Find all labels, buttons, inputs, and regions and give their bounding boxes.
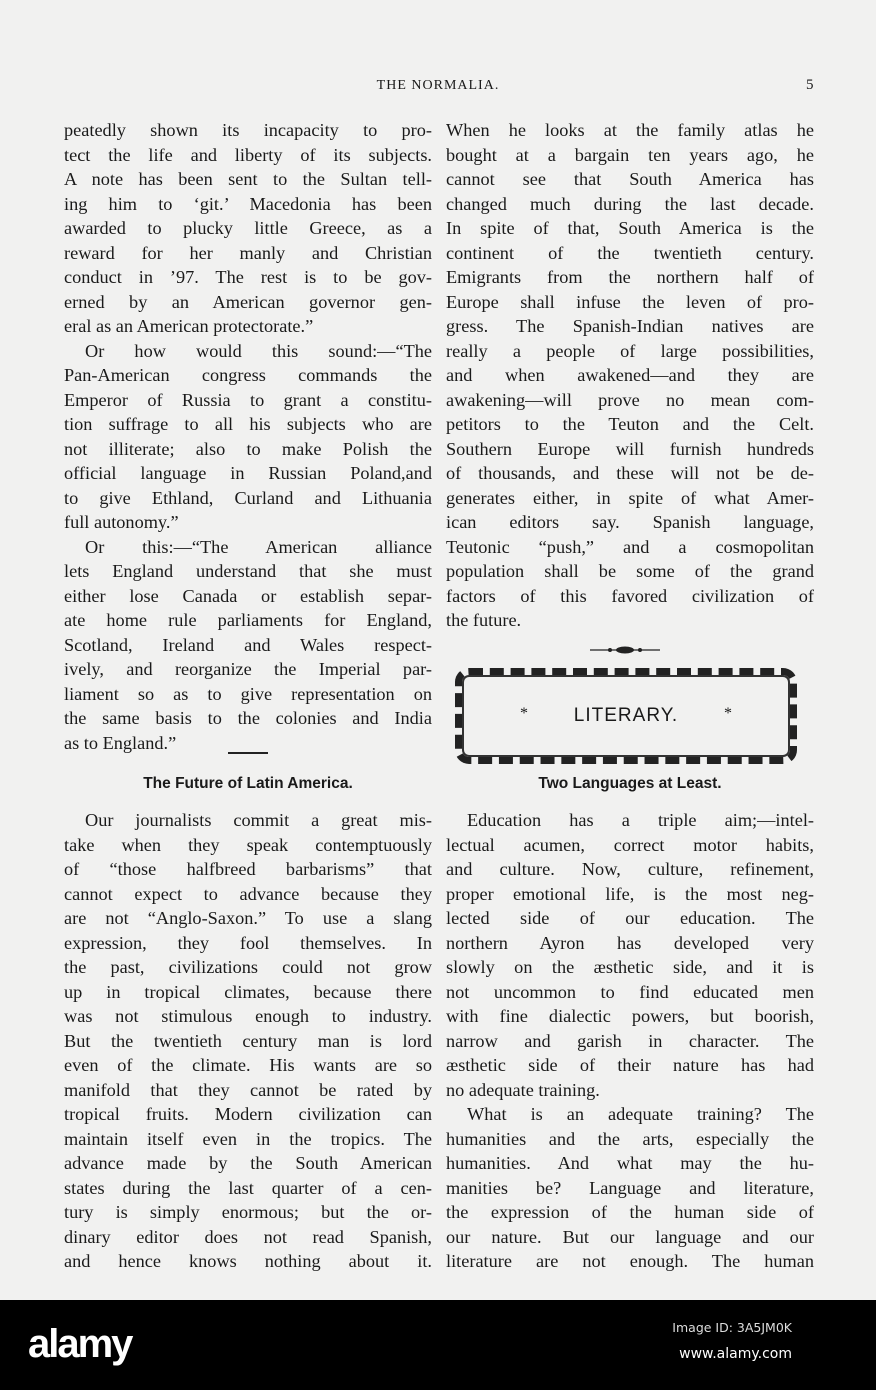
text-line: not uncommon to find educated men (446, 981, 814, 1002)
text-line: lectual acumen, correct motor habits, (446, 834, 814, 855)
text-line: generates either, in spite of what Amer- (446, 487, 814, 508)
text-line: up in tropical climates, because there (64, 981, 432, 1002)
text-line: What is an adequate training? The (467, 1104, 814, 1124)
text-line: Teutonic “push,” and a cosmopolitan (446, 536, 814, 557)
text-line: conduct in ’97. The rest is to be gov- (64, 267, 432, 287)
text-line: tropical fruits. Modern civilization can (64, 1104, 432, 1124)
literary-section-banner (455, 668, 797, 764)
text-line: either lose Canada or establish separ- (64, 585, 432, 606)
article-title-two-languages: Two Languages at Least. (538, 775, 722, 792)
article-title-latin-america: The Future of Latin America. (143, 775, 353, 792)
text-line: was not stimulous enough to industry. (64, 1006, 432, 1026)
text-line: population shall be some of the grand (446, 561, 814, 581)
text-line: tect the life and liberty of its subjects. (64, 144, 432, 165)
text-line: narrow and garish in character. The (446, 1030, 814, 1051)
paragraph (64, 339, 432, 535)
text-line: expression, they fool themselves. In (64, 932, 432, 953)
text-line: manifold that they cannot be rated by (64, 1079, 432, 1100)
text-line: states during the last quarter of a cen- (64, 1177, 432, 1198)
text-line: cannot expect to advance because they (64, 883, 432, 904)
text-line: and culture. Now, culture, refinement, (446, 859, 814, 879)
text-line: Southern Europe will furnish hundreds (446, 438, 814, 459)
text-line: ively, and reorganize the Imperial par- (64, 659, 432, 679)
left-column-article (64, 808, 432, 1274)
text-line: not illiterate; also to make Polish the (64, 438, 432, 459)
text-line: Europe shall infuse the leven of pro- (446, 291, 814, 312)
text-line: Emperor of Russia to grant a constitu- (64, 389, 432, 410)
paragraph (446, 118, 814, 633)
alamy-logo: alamy (28, 1322, 132, 1366)
text-line: lets England understand that she must (64, 561, 432, 581)
text-line: even of the climate. His wants are so (64, 1055, 432, 1075)
text-line: Or how would this sound:—“The (85, 340, 432, 361)
text-line: slowly on the æsthetic side, and it is (446, 957, 814, 977)
left-column-top (64, 118, 432, 755)
text-line: ican editors say. Spanish language, (446, 512, 814, 532)
section-divider (228, 752, 268, 754)
text-line: Education has a triple aim;—intel- (467, 810, 814, 830)
text-line: ing him to ‘git.’ Macedonia has been (64, 193, 432, 214)
page-number: 5 (806, 77, 814, 93)
text-line: reward for her manly and Christian (64, 242, 432, 263)
text-line: æsthetic side of their nature has had (446, 1055, 814, 1075)
text-line: changed much during the last decade. (446, 193, 814, 214)
paragraph (64, 118, 432, 339)
section-banner-label: LITERARY. (573, 705, 679, 726)
text-line: But the twentieth century man is lord (64, 1030, 432, 1051)
text-line: official language in Russian Poland,and (64, 463, 432, 483)
text-line: northern Ayron has developed very (446, 932, 814, 953)
text-line: with fine dialectic powers, but boorish, (446, 1006, 814, 1026)
text-line: erned by an American governor gen- (64, 291, 432, 312)
text-line: A note has been sent to the Sultan tell- (64, 169, 432, 189)
text-line: ate home rule parliaments for England, (64, 610, 432, 630)
text-line: awakening—will prove no mean com- (446, 389, 814, 410)
image-id: Image ID: 3A5JM0K (672, 1320, 792, 1335)
text-line: maintain itself even in the tropics. The (64, 1128, 432, 1149)
text-line: cannot see that South America has (446, 169, 814, 189)
paragraph (446, 808, 814, 1102)
text-line: factors of this favored civilization of (446, 585, 814, 606)
text-line: When he looks at the family atlas he (446, 120, 814, 140)
text-line: really a people of large possibilities, (446, 340, 814, 361)
text-line: and hence knows nothing about it. (64, 1251, 432, 1271)
text-line: and when awakened—and they are (446, 365, 814, 385)
asterisk-ornament-icon: * (724, 705, 732, 722)
text-line: no adequate training. (446, 1079, 600, 1100)
text-line: awarded to plucky little Greece, as a (64, 218, 432, 238)
right-column-article (446, 808, 814, 1274)
text-line: gress. The Spanish-Indian natives are (446, 316, 814, 336)
text-line: tion suffrage to all his subjects who are (64, 414, 432, 434)
text-line: of “those halfbreed barbarisms” that (64, 859, 432, 879)
paragraph (446, 1102, 814, 1274)
text-line: humanities. And what may the hu- (446, 1153, 814, 1173)
paragraph (64, 808, 432, 1274)
text-line: the same basis to the colonies and India (64, 708, 432, 728)
text-line: bought at a bargain ten years ago, he (446, 144, 814, 165)
asterisk-ornament-icon: * (520, 705, 528, 722)
text-line: advance made by the South American (64, 1153, 432, 1173)
text-line: Pan-American congress commands the (64, 365, 432, 385)
right-column-top (446, 118, 814, 633)
text-line: take when they speak contemptuously (64, 834, 432, 855)
text-line: literature are not enough. The human (446, 1251, 814, 1271)
text-line: Emigrants from the northern half of (446, 267, 814, 287)
text-line: the expression of the human side of (446, 1202, 814, 1222)
text-line: are not “Anglo-Saxon.” To use a slang (64, 908, 432, 928)
text-line: our nature. But our language and our (446, 1226, 814, 1247)
text-line: as to England.” (64, 732, 177, 753)
text-line: to give Ethland, Curland and Lithuania (64, 487, 432, 508)
text-line: In spite of that, South America is the (446, 218, 814, 238)
text-line: full autonomy.” (64, 512, 179, 532)
text-line: Our journalists commit a great mis- (85, 810, 432, 830)
text-line: lected side of our education. The (446, 908, 814, 928)
running-head: THE NORMALIA. (376, 78, 500, 93)
site-url: www.alamy.com (679, 1346, 792, 1362)
text-line: of thousands, and these will not be de- (446, 463, 814, 483)
text-line: peatedly shown its incapacity to pro- (64, 120, 432, 140)
text-line: humanities and the arts, especially the (446, 1128, 814, 1149)
ornament-divider-icon (590, 645, 660, 655)
text-line: manities be? Language and literature, (446, 1177, 814, 1198)
text-line: continent of the twentieth century. (446, 242, 814, 263)
text-line: proper emotional life, is the most neg- (446, 883, 814, 904)
text-line: tury is simply enormous; but the or- (64, 1202, 432, 1222)
paragraph (64, 535, 432, 756)
text-line: Or this:—“The American alliance (85, 536, 432, 557)
text-line: the future. (446, 610, 522, 630)
text-line: the past, civilizations could not grow (64, 957, 432, 977)
text-line: petitors to the Teuton and the Celt. (446, 414, 814, 434)
text-line: Scotland, Ireland and Wales respect- (64, 634, 432, 655)
text-line: eral as an American protectorate.” (64, 316, 314, 336)
text-line: dinary editor does not read Spanish, (64, 1226, 432, 1247)
watermark-footer (0, 1300, 876, 1390)
text-line: liament so as to give representation on (64, 683, 432, 704)
